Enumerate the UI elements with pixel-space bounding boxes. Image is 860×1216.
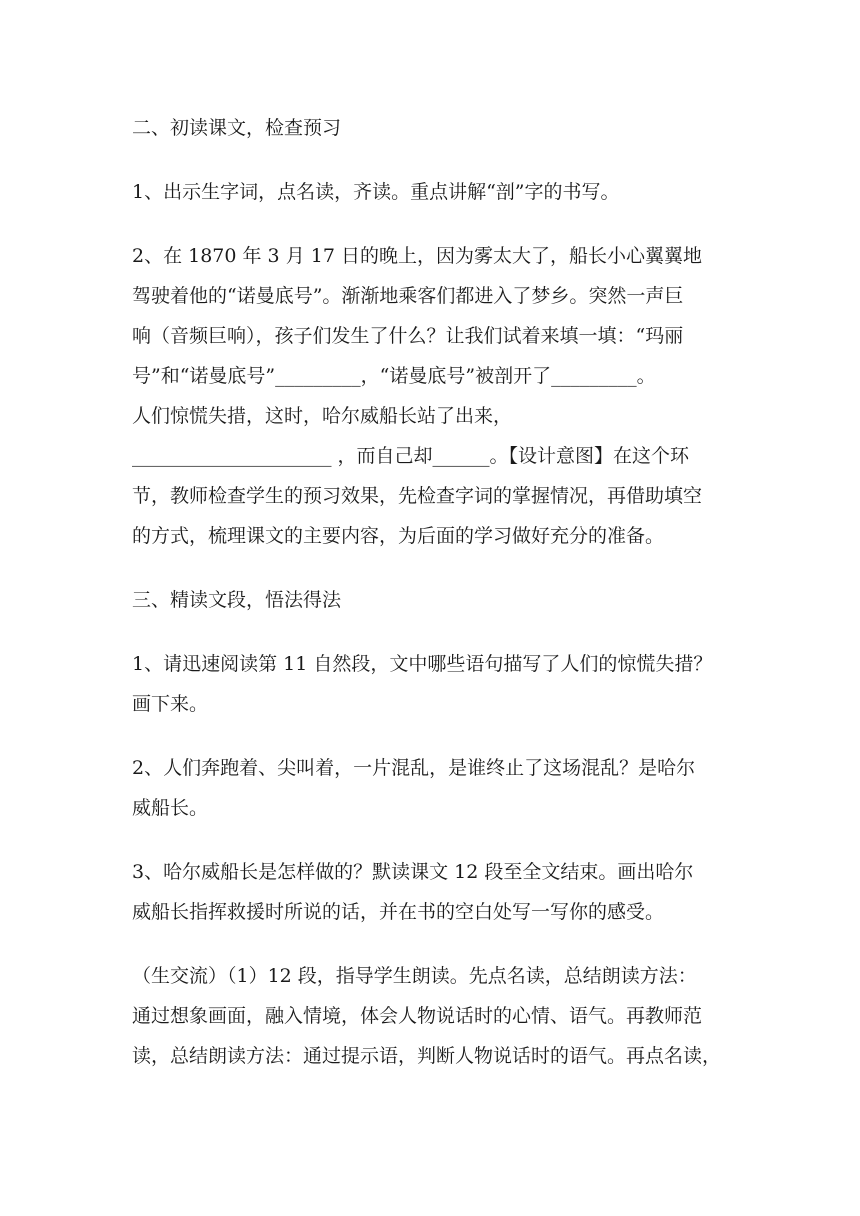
paragraph-line: 人们惊慌失措，这时，哈尔威船长站了出来， — [132, 405, 513, 427]
paragraph-line: 2、在 1870 年 3 月 17 日的晚上，因为雾太大了，船长小心翼翼地 — [132, 245, 702, 267]
section-heading-3: 三、精读文段，悟法得法 — [132, 589, 342, 611]
paragraph-line: 读，总结朗读方法：通过提示语，判断人物说话时的语气。再点名读， — [132, 1045, 722, 1067]
paragraph-line: 1、请迅速阅读第 11 自然段，文中哪些语句描写了人们的惊慌失措？ — [132, 653, 713, 675]
paragraph-line: 节，教师检查学生的预习效果，先检查字词的掌握情况，再借助填空 — [132, 485, 703, 507]
paragraph-gap — [132, 724, 730, 748]
paragraph-line: 通过想象画面，融入情境，体会人物说话时的心情、语气。再教师范 — [132, 1005, 703, 1027]
paragraph-gap — [132, 212, 730, 236]
section-heading-2: 二、初读课文，检查预习 — [132, 117, 342, 139]
paragraph-line: 画下来。 — [132, 693, 209, 715]
paragraph-line: 响（音频巨响），孩子们发生了什么？让我们试着来填一填：“玛丽 — [132, 325, 684, 347]
paragraph-line: 威船长指挥救援时所说的话，并在书的空白处写一写你的感受。 — [132, 901, 665, 923]
paragraph-line: （生交流）（1）12 段，指导学生朗读。先点名读，总结朗读方法： — [132, 965, 697, 987]
paragraph-gap — [132, 932, 730, 956]
paragraph-line: 2、人们奔跑着、尖叫着，一片混乱，是谁终止了这场混乱？是哈尔 — [132, 757, 696, 779]
paragraph-line: 1、出示生字词，点名读，齐读。重点讲解“剖”字的书写。 — [132, 181, 620, 203]
paragraph-line: 驾驶着他的“诺曼底号”。渐渐地乘客们都进入了梦乡。突然一声巨 — [132, 285, 684, 307]
paragraph-line: 的方式，梳理课文的主要内容，为后面的学习做好充分的准备。 — [132, 525, 665, 547]
paragraph-gap — [132, 556, 730, 580]
paragraph-gap — [132, 620, 730, 644]
paragraph-line: 号”和“诺曼底号”_________，“诺曼底号”被剖开了_________。 — [132, 365, 656, 387]
paragraph-line: 3、哈尔威船长是怎样做的？默读课文 12 段至全文结束。画出哈尔 — [132, 861, 694, 883]
paragraph-line: 威船长。 — [132, 797, 209, 819]
paragraph-line: _____________________ ，而自己却______。【设计意图】在这个环 — [132, 445, 690, 467]
paragraph-gap — [132, 148, 730, 172]
paragraph-gap — [132, 828, 730, 852]
